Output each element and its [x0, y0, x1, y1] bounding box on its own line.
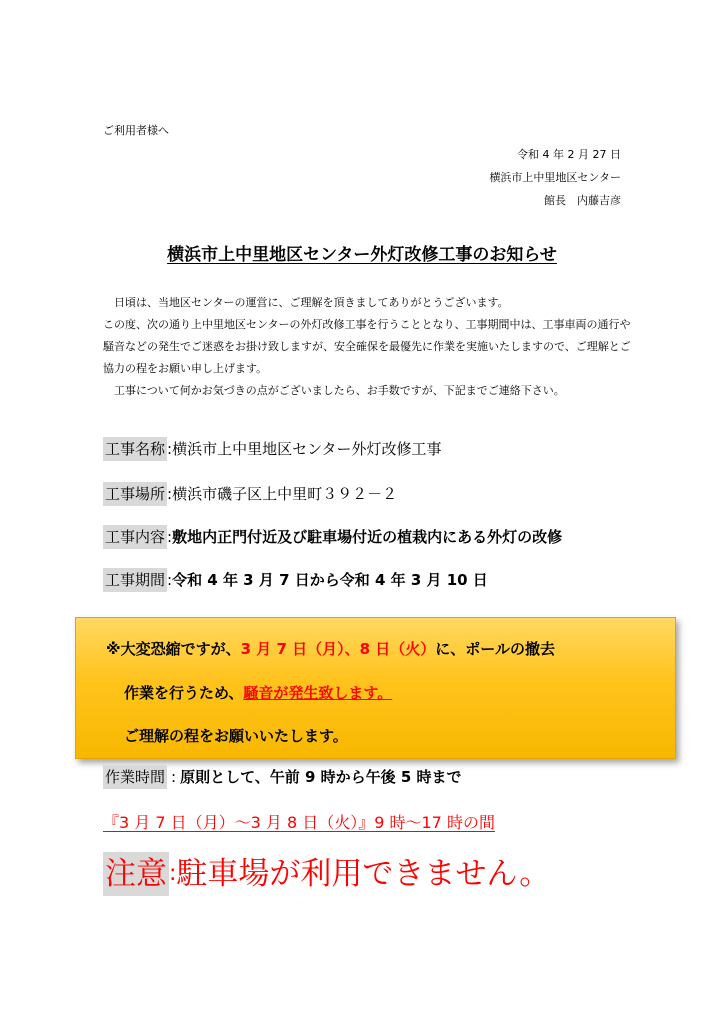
caution-text: 駐車場が利用できません。	[176, 856, 551, 892]
notice-prefix: 作業を行うため、	[124, 684, 244, 702]
date-range: 『3 月 7 日（月）～3 月 8 日（火）』9 時～17 時の間	[103, 813, 495, 832]
detail-separator: :	[167, 571, 173, 589]
detail-label: 工事名称	[103, 437, 167, 461]
noise-warning: 騒音が発生致します。	[243, 684, 393, 702]
work-hours-separator: :	[171, 768, 177, 786]
detail-content-row	[103, 525, 562, 549]
detail-value: 横浜市上中里地区センター外灯改修工事	[172, 440, 442, 458]
detail-period-row	[103, 568, 488, 592]
detail-name-row	[103, 437, 441, 461]
body-text	[103, 292, 633, 402]
notice-prefix: ※大変恐縮ですが、	[106, 640, 241, 658]
notice-box	[75, 617, 676, 759]
notice-dates: 3 月 7 日（月）、8 日（火）	[240, 640, 436, 658]
detail-separator: :	[167, 440, 173, 458]
page-title: 横浜市上中里地区センター外灯改修工事のお知らせ	[167, 245, 557, 265]
detail-value: 令和 4 年 3 月 7 日から令和 4 年 3 月 10 日	[172, 571, 488, 589]
detail-value: 敷地内正門付近及び駐車場付近の植栽内にある外灯の改修	[172, 528, 563, 546]
notice-line-2	[124, 682, 392, 703]
organization-name: 横浜市上中里地区センター	[489, 171, 621, 184]
notice-line-1	[106, 638, 555, 659]
contact-paragraph: 工事について何かお気づきの点がございましたら、お手数ですが、下記までご連絡下さい。	[103, 384, 565, 397]
detail-label: 工事場所	[103, 482, 167, 506]
issue-date: 令和 4 年 2 月 27 日	[517, 148, 621, 161]
caution-label: 注意	[103, 852, 169, 896]
greeting-paragraph: 日頃は、当地区センターの運営に、ご理解を頂きましてありがとうございます。	[103, 296, 509, 309]
work-hours-value: 原則として、午前 9 時から午後 5 時まで	[180, 768, 462, 786]
detail-separator: :	[167, 485, 173, 503]
caution-separator: :	[169, 861, 177, 886]
director-name: 館長 内藤吉彦	[544, 194, 621, 207]
notice-suffix: に、ポールの撤去	[435, 640, 555, 658]
announcement-paragraph: この度、次の通り上中里地区センターの外灯改修工事を行うこととなり、工事期間中は、工事車両の通行や騒音などの発生でご迷惑をお掛け致しますが、安全確保を最優先に作業を実施いたしますので、ご理解とご協力の程をお願い申し上げます。	[103, 318, 631, 375]
work-hours-row	[103, 765, 462, 789]
detail-label: 工事期間	[103, 568, 167, 592]
detail-separator: :	[167, 528, 173, 546]
detail-value: 横浜市磯子区上中里町３９２－２	[172, 485, 398, 503]
detail-place-row	[103, 482, 397, 506]
detail-label: 工事内容	[103, 525, 167, 549]
notice-line-3: ご理解の程をお願いいたします。	[124, 727, 348, 745]
work-hours-label: 作業時間	[103, 765, 167, 789]
caution-line	[103, 852, 550, 896]
addressee: ご利用者様へ	[103, 124, 169, 137]
